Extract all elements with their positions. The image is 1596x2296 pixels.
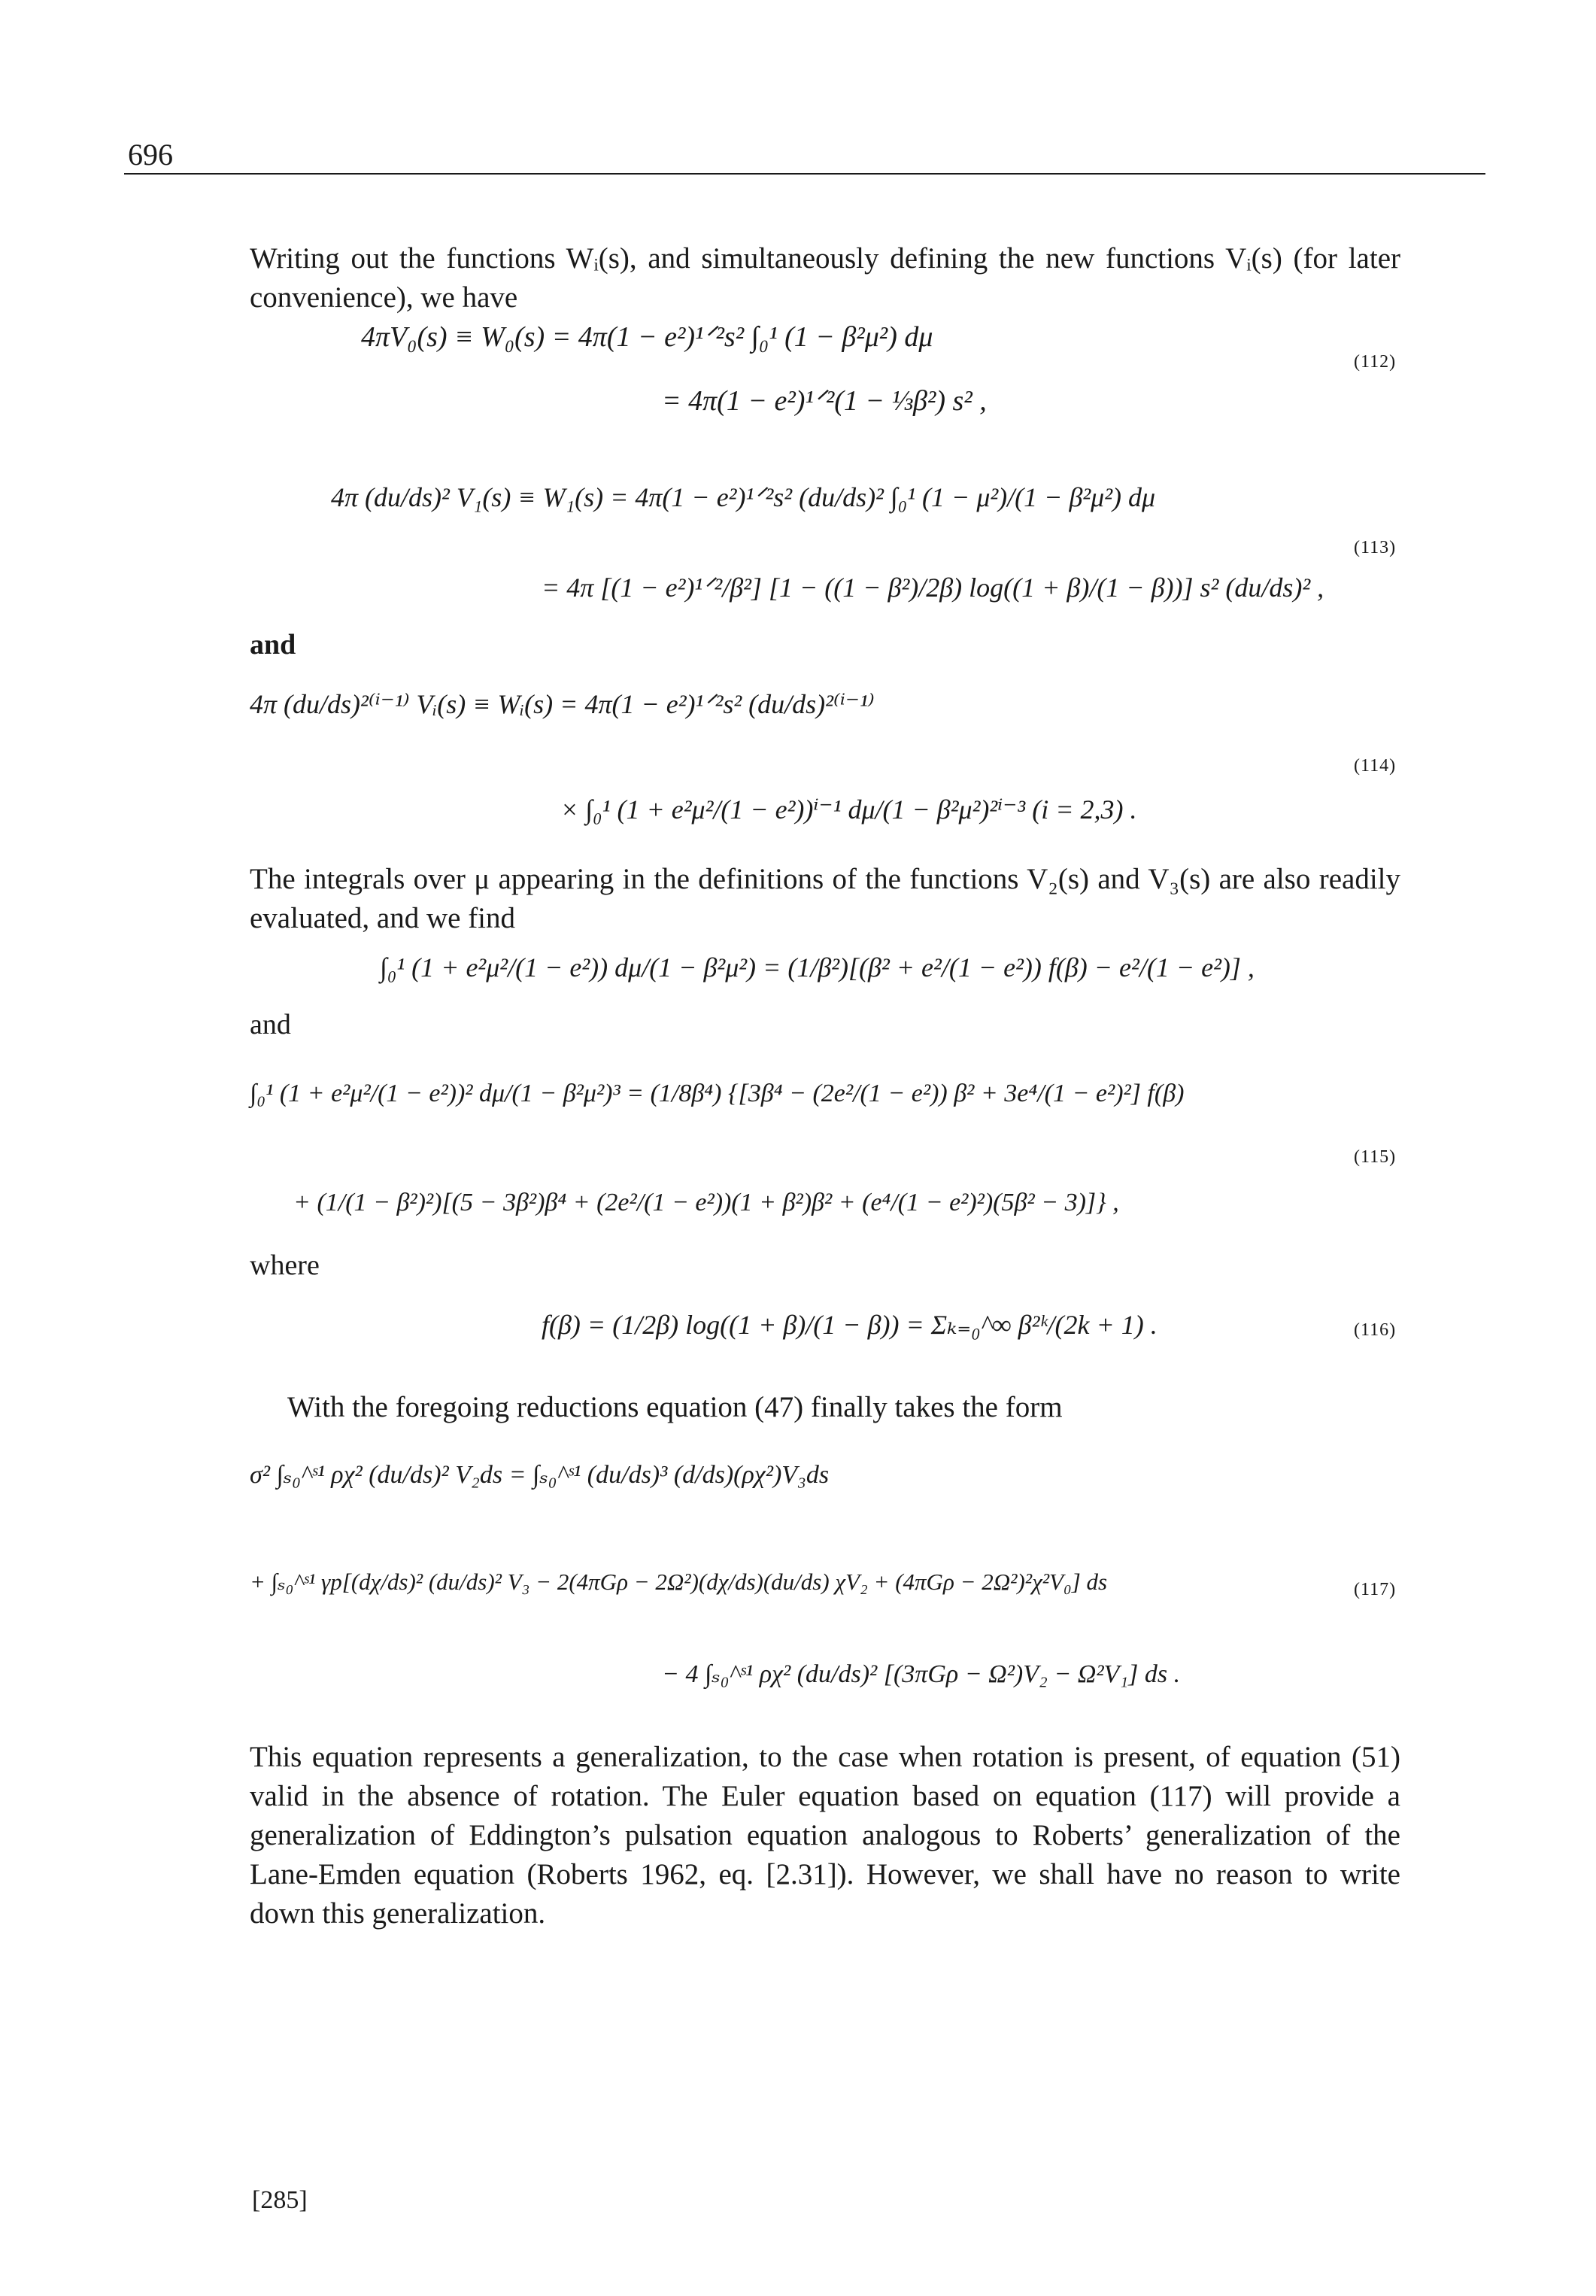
equation-112-line2: = 4π(1 − e²)¹ᐟ²(1 − ⅓β²) s² , [662,385,987,417]
equation-115-number: (115) [1354,1147,1397,1167]
page-number: 696 [128,138,173,172]
equation-115-line2: + (1/(1 − β²)²)[(5 − 3β²)β⁴ + (2e²/(1 − e²))(1 + β²)β² + (e⁴/(1 − e²)²)(5β² − 3)]} , [293,1189,1119,1216]
header-rule [124,173,1485,175]
equation-112-line1: 4πV₀(s) ≡ W₀(s) = 4π(1 − e²)¹ᐟ²s² ∫₀¹ (1 − β²μ²) dμ [361,321,933,353]
equation-114-number: (114) [1354,756,1397,776]
footer-page-label: [285] [252,2186,308,2214]
equation-114-line1: 4π (du/ds)²⁽ⁱ⁻¹⁾ Vᵢ(s) ≡ Wᵢ(s) = 4π(1 − e²)¹ᐟ²s² (du/ds)²⁽ⁱ⁻¹⁾ [250,689,875,719]
equation-113-number: (113) [1354,538,1397,557]
and-label-2: and [250,1009,291,1040]
and-label-1: and [250,629,296,661]
equation-114-line2: × ∫₀¹ (1 + e²μ²/(1 − e²))ⁱ⁻¹ dμ/(1 − β²μ²)²ⁱ⁻³ (i = 2,3) . [560,794,1137,825]
equation-116-number: (116) [1354,1320,1397,1340]
equation-117-line3: − 4 ∫ₛ₀^ˢ¹ ρχ² (du/ds)² [(3πGρ − Ω²)V₂ − Ω²V₁] ds . [662,1660,1181,1688]
integral-1: ∫₀¹ (1 + e²μ²/(1 − e²)) dμ/(1 − β²μ²) = (1/β²)[(β² + e²/(1 − e²)) f(β) − e²/(1 − e²)] , [380,952,1255,982]
equation-117-number: (117) [1354,1580,1397,1599]
intro-paragraph: Writing out the functions Wᵢ(s), and simultaneously defining the new functions Vᵢ(s) (for later convenience), we have [250,242,1400,314]
integrals-paragraph: The integrals over μ appearing in the definitions of the functions V₂(s) and V₃(s) are also readily evaluated, and we find [250,863,1400,934]
where-label: where [250,1250,320,1281]
reductions-paragraph: With the foregoing reductions equation (47) finally takes the form [287,1391,1063,1423]
equation-115-line1: ∫₀¹ (1 + e²μ²/(1 − e²))² dμ/(1 − β²μ²)³ = (1/8β⁴) {[3β⁴ − (2e²/(1 − e²)) β² + 3e⁴/(1 − e²)²] f(β) [250,1080,1185,1107]
equation-113-line2: = 4π [(1 − e²)¹ᐟ²/β²] [1 − ((1 − β²)/2β) log((1 + β)/(1 − β))] s² (du/ds)² , [542,572,1324,603]
closing-paragraph: This equation represents a generalization, to the case when rotation is present, of equation (51) valid in the absence of rotation. The Euler equation based on equation (117) will provide a generalization of Eddington’s pulsation equation analogous to Roberts’ generalization of the Lane-Emden equation (Roberts 1962, eq. [2.31]). However, we shall have no reason to write down this generalization. [250,1741,1400,1930]
equation-117-line1: σ² ∫ₛ₀^ˢ¹ ρχ² (du/ds)² V₂ds = ∫ₛ₀^ˢ¹ (du/ds)³ (d/ds)(ρχ²)V₃ds [250,1461,830,1489]
equation-117-line2: + ∫ₛ₀^ˢ¹ γp[(dχ/ds)² (du/ds)² V₃ − 2(4πGρ − 2Ω²)(dχ/ds)(du/ds) χV₂ + (4πGρ − 2Ω²)²χ²V₀] ds [250,1569,1108,1595]
equation-113-line1: 4π (du/ds)² V₁(s) ≡ W₁(s) = 4π(1 − e²)¹ᐟ²s² (du/ds)² ∫₀¹ (1 − μ²)/(1 − β²μ²) dμ [331,482,1156,512]
equation-112-number: (112) [1354,352,1397,372]
equation-116-line1: f(β) = (1/2β) log((1 + β)/(1 − β)) = Σₖ₌₀^∞ β²ᵏ/(2k + 1) . [542,1310,1158,1340]
